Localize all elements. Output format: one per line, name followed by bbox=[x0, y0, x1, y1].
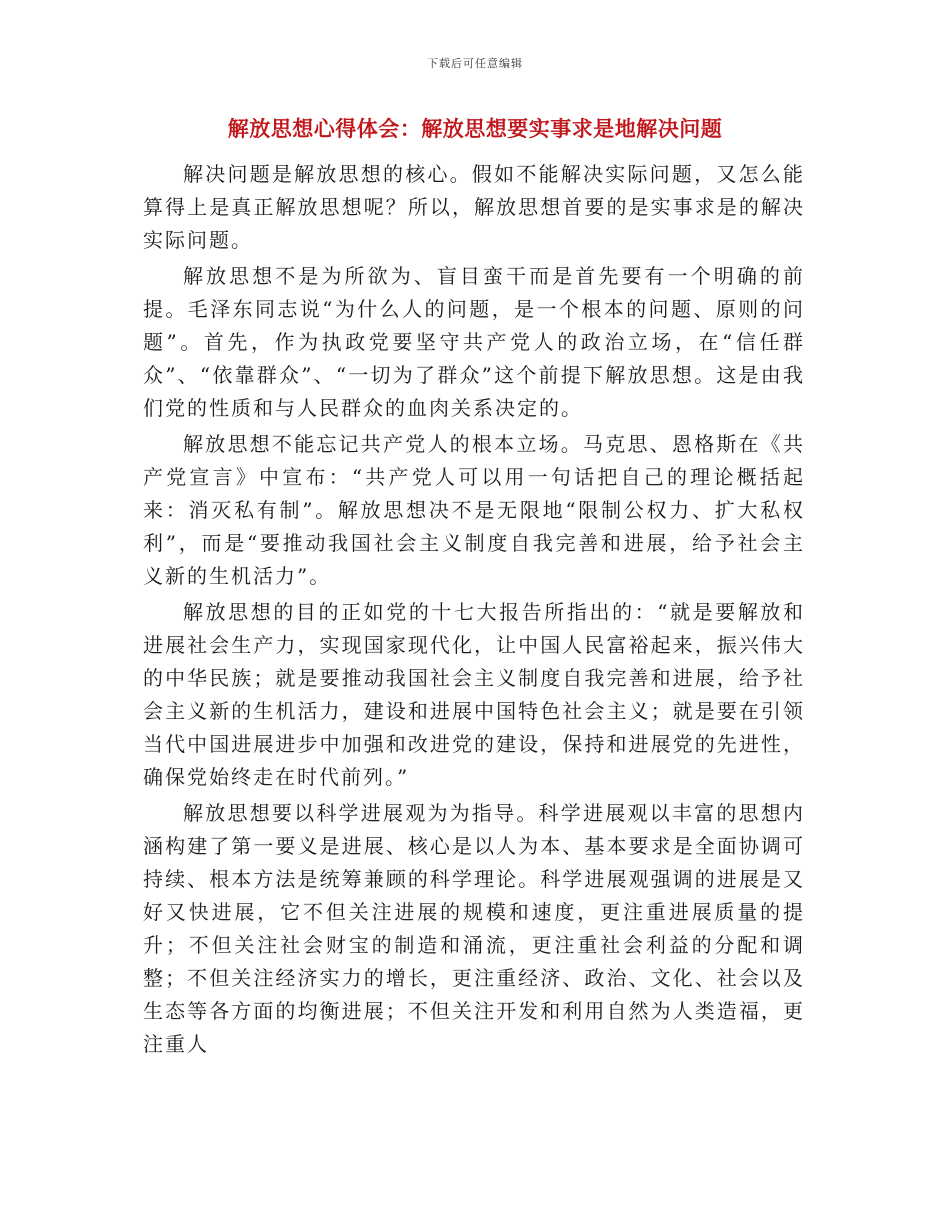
paragraph: 解放思想不能忘记共产党人的根本立场。马克思、恩格斯在《共产党宣言》中宣布：“共产党人可以用一句话把自己的理论概括起来：消灭私有制”。解放思想决不是无限地“限制公权力、扩大私权利”，而是“要推动我国社会主义制度自我完善和进展，给予社会主义新的生机活力”。 bbox=[143, 432, 805, 588]
header-note: 下载后可任意编辑 bbox=[427, 57, 523, 70]
paragraph: 解放思想不是为所欲为、盲目蛮干而是首先要有一个明确的前提。毛泽东同志说“为什么人的问题，是一个根本的问题、原则的问题”。首先，作为执政党要坚守共产党人的政治立场，在“信任群众”、“依靠群众”、“一切为了群众”这个前提下解放思想。这是由我们党的性质和与人民群众的血肉关系决定的。 bbox=[143, 264, 805, 420]
document-title: 解放思想心得体会：解放思想要实事求是地解决问题 bbox=[227, 116, 723, 141]
paragraph: 解放思想要以科学进展观为为指导。科学进展观以丰富的思想内涵构建了第一要义是进展、核心是以人为本、基本要求是全面协调可持续、根本方法是统筹兼顾的科学理论。科学进展观强调的进展是又好又快进展，它不但关注进展的规模和速度，更注重进展质量的提升；不但关注社会财宝的制造和涌流，更注重社会利益的分配和调整；不但关注经济实力的增长，更注重经济、政治、文化、社会以及生态等各方面的均衡进展；不但关注开发和利用自然为人类造福，更注重人 bbox=[143, 801, 805, 1056]
paragraph: 解决问题是解放思想的核心。假如不能解决实际问题，又怎么能算得上是真正解放思想呢？所以，解放思想首要的是实事求是的解决实际问题。 bbox=[143, 162, 805, 252]
document-body bbox=[143, 158, 805, 1064]
paragraph: 解放思想的目的正如党的十七大报告所指出的：“就是要解放和进展社会生产力，实现国家现代化，让中国人民富裕起来，振兴伟大的中华民族；就是要推动我国社会主义制度自我完善和进展，给予社会主义新的生机活力，建设和进展中国特色社会主义；就是要在引领当代中国进展进步中加强和改进党的建设，保持和进展党的先进性，确保党始终走在时代前列。” bbox=[143, 600, 805, 789]
